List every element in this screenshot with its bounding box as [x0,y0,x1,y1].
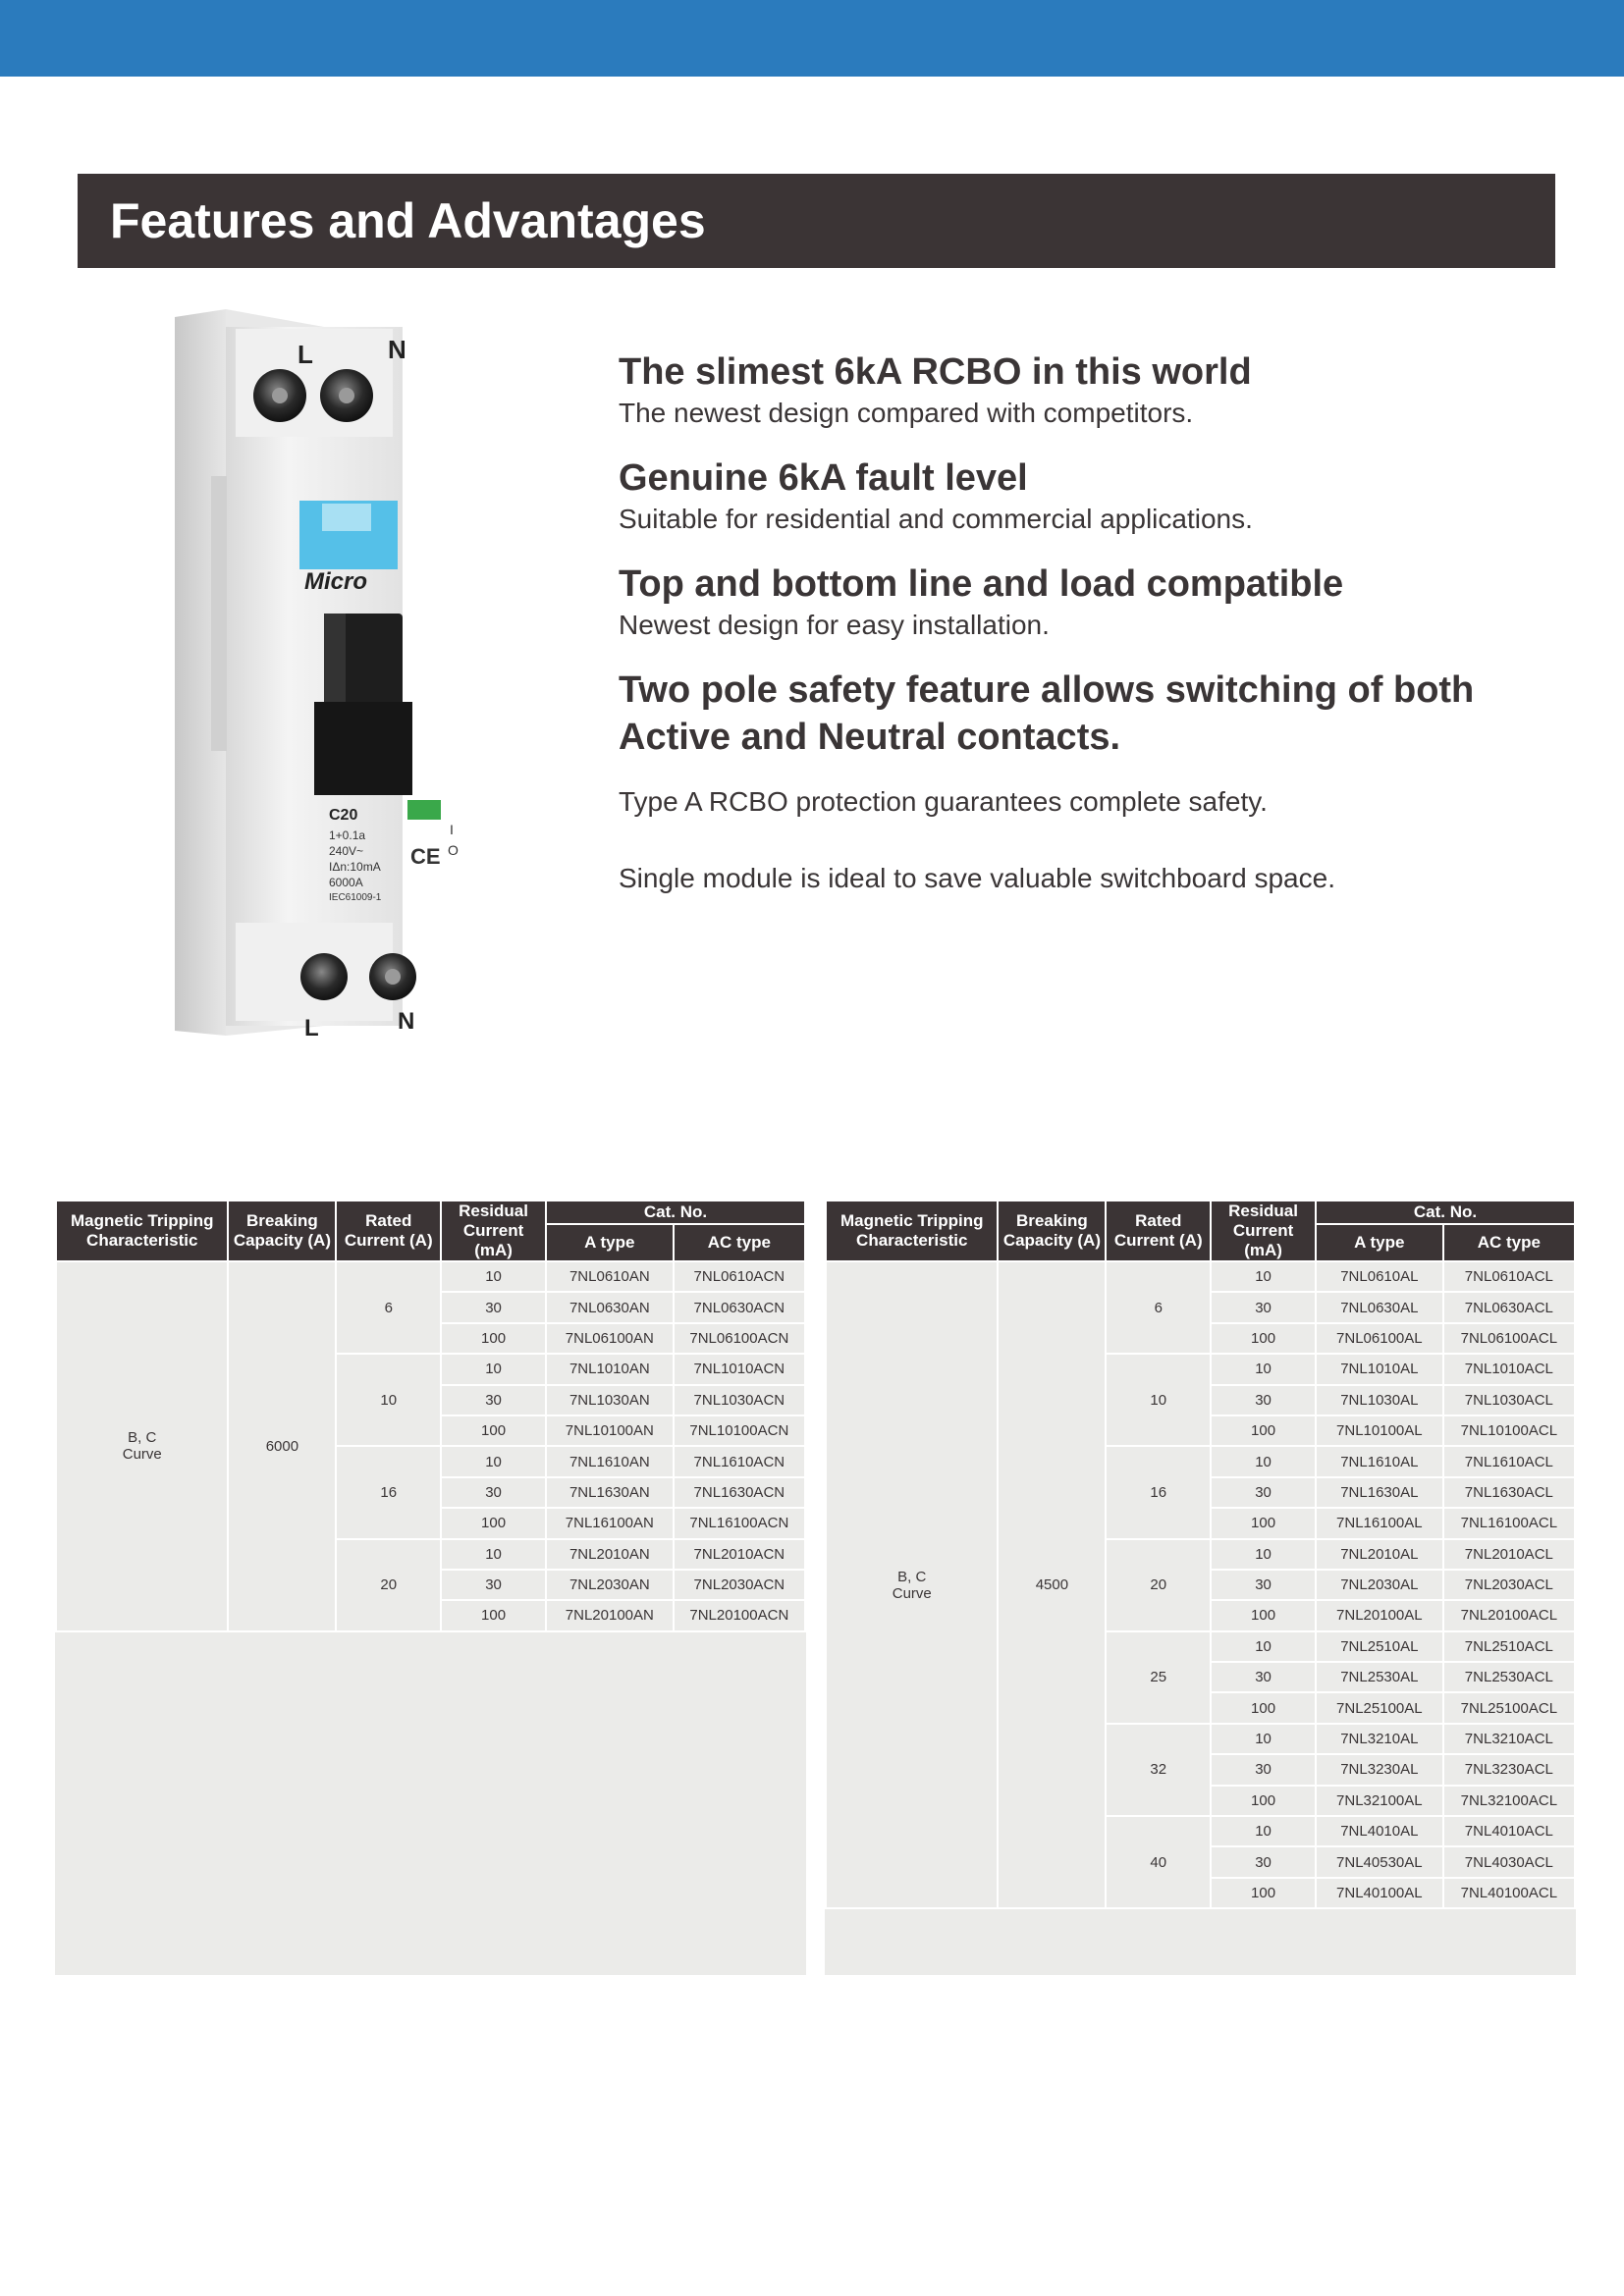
top-terminal-n: N [388,335,406,364]
cat-no-ac-type-cell: 7NL1630ACL [1443,1477,1575,1508]
feature-item [619,667,1522,761]
cat-no-ac-type-cell: 7NL10100ACN [674,1415,805,1446]
cat-no-a-type-cell: 7NL25100AL [1316,1692,1443,1723]
residual-current-cell: 30 [1211,1846,1316,1877]
residual-current-cell: 100 [1211,1323,1316,1354]
cat-no-a-type-cell: 7NL3230AL [1316,1754,1443,1785]
residual-current-cell: 30 [1211,1385,1316,1415]
header-ac-type: AC type [1443,1224,1575,1261]
cat-no-ac-type-cell: 7NL20100ACL [1443,1600,1575,1630]
header-magnetic-tripping: Magnetic Tripping Characteristic [826,1201,998,1261]
residual-current-cell: 100 [1211,1878,1316,1908]
residual-current-cell: 100 [1211,1415,1316,1446]
cat-no-a-type-cell: 7NL1010AL [1316,1354,1443,1384]
cat-no-ac-type-cell: 7NL4030ACL [1443,1846,1575,1877]
residual-current-cell: 30 [441,1570,546,1600]
top-color-band [0,0,1624,77]
header-residual-current: Residual Current (mA) [441,1201,546,1261]
residual-current-cell: 30 [1211,1570,1316,1600]
cat-no-ac-type-cell: 7NL20100ACN [674,1600,805,1630]
feature-heading: Top and bottom line and load compatible [619,563,1344,605]
header-cat-no: Cat. No. [1316,1201,1575,1224]
cat-no-a-type-cell: 7NL40530AL [1316,1846,1443,1877]
cat-no-ac-type-cell: 7NL0630ACN [674,1292,805,1322]
page-title: Features and Advantages [110,193,706,248]
rated-current-cell: 32 [1106,1724,1211,1816]
residual-current-cell: 10 [441,1446,546,1476]
rated-current-cell: 10 [1106,1354,1211,1446]
cat-no-a-type-cell: 7NL16100AN [546,1508,674,1538]
cat-no-a-type-cell: 7NL3210AL [1316,1724,1443,1754]
cat-no-a-type-cell: 7NL1030AL [1316,1385,1443,1415]
cat-no-a-type-cell: 7NL2010AN [546,1539,674,1570]
svg-text:CE: CE [410,844,441,869]
cat-no-a-type-cell: 7NL20100AN [546,1600,674,1630]
cat-no-ac-type-cell: 7NL40100ACL [1443,1878,1575,1908]
table-row [826,1261,1575,1292]
residual-current-cell: 100 [1211,1600,1316,1630]
cat-no-a-type-cell: 7NL2010AL [1316,1539,1443,1570]
cat-no-a-type-cell: 7NL0630AL [1316,1292,1443,1322]
residual-current-cell: 10 [1211,1816,1316,1846]
header-residual-current: Residual Current (mA) [1211,1201,1316,1261]
header-breaking-capacity: Breaking Capacity (A) [998,1201,1106,1261]
catalogue-table [825,1200,1576,1909]
rcbo-product-image [157,309,481,1050]
cat-no-ac-type-cell: 7NL2030ACL [1443,1570,1575,1600]
residual-current-cell: 30 [441,1292,546,1322]
rated-current-cell: 20 [336,1539,441,1631]
bottom-terminal-l: L [304,1015,319,1041]
cat-no-ac-type-cell: 7NL1030ACL [1443,1385,1575,1415]
rated-current-cell: 16 [336,1446,441,1538]
top-terminal-l: L [298,340,313,369]
cat-no-ac-type-cell: 7NL06100ACN [674,1323,805,1354]
svg-text:1+0.1a: 1+0.1a [329,828,366,842]
table-row [56,1261,805,1292]
residual-current-cell: 30 [1211,1662,1316,1692]
cat-no-a-type-cell: 7NL1610AL [1316,1446,1443,1476]
residual-current-cell: 100 [1211,1692,1316,1723]
cat-no-a-type-cell: 7NL1610AN [546,1446,674,1476]
cat-no-ac-type-cell: 7NL0610ACL [1443,1261,1575,1292]
header-cat-no: Cat. No. [546,1201,805,1224]
feature-heading: Two pole safety feature allows switching of both Active and Neutral contacts. [619,669,1475,758]
cat-no-ac-type-cell: 7NL2510ACL [1443,1631,1575,1662]
residual-current-cell: 100 [441,1600,546,1630]
rated-current-cell: 16 [1106,1446,1211,1538]
header-a-type: A type [546,1224,674,1261]
residual-current-cell: 10 [441,1261,546,1292]
cat-no-ac-type-cell: 7NL16100ACL [1443,1508,1575,1538]
cat-no-ac-type-cell: 7NL10100ACL [1443,1415,1575,1446]
rated-current-cell: 40 [1106,1816,1211,1908]
residual-current-cell: 10 [1211,1539,1316,1570]
cat-no-ac-type-cell: 7NL16100ACN [674,1508,805,1538]
rated-current-cell: 6 [336,1261,441,1354]
header-rated-current: Rated Current (A) [1106,1201,1211,1261]
header-breaking-capacity: Breaking Capacity (A) [228,1201,336,1261]
residual-current-cell: 30 [1211,1292,1316,1322]
cat-no-a-type-cell: 7NL1630AN [546,1477,674,1508]
cat-no-ac-type-cell: 7NL1010ACN [674,1354,805,1384]
residual-current-cell: 30 [441,1385,546,1415]
cat-no-ac-type-cell: 7NL1030ACN [674,1385,805,1415]
cat-no-ac-type-cell: 7NL4010ACL [1443,1816,1575,1846]
cat-no-a-type-cell: 7NL0610AN [546,1261,674,1292]
breaking-capacity-cell: 6000 [228,1261,336,1631]
cat-no-a-type-cell: 7NL0610AL [1316,1261,1443,1292]
characteristic-cell: B, C Curve [56,1261,228,1631]
cat-no-a-type-cell: 7NL06100AL [1316,1323,1443,1354]
rating-label: C20 [329,807,358,824]
feature-text: The newest design compared with competitors. [619,398,1194,428]
characteristic-cell: B, C Curve [826,1261,998,1908]
residual-current-cell: 10 [441,1354,546,1384]
cat-no-a-type-cell: 7NL32100AL [1316,1786,1443,1816]
residual-current-cell: 30 [1211,1754,1316,1785]
feature-text: Suitable for residential and commercial applications. [619,504,1253,534]
cat-no-a-type-cell: 7NL1010AN [546,1354,674,1384]
residual-current-cell: 10 [1211,1354,1316,1384]
cat-no-ac-type-cell: 7NL3230ACL [1443,1754,1575,1785]
catalogue-table [55,1200,806,1632]
breaking-capacity-cell: 4500 [998,1261,1106,1908]
cat-no-ac-type-cell: 7NL2010ACL [1443,1539,1575,1570]
header-magnetic-tripping: Magnetic Tripping Characteristic [56,1201,228,1261]
residual-current-cell: 10 [1211,1631,1316,1662]
cat-no-a-type-cell: 7NL16100AL [1316,1508,1443,1538]
cat-no-ac-type-cell: 7NL25100ACL [1443,1692,1575,1723]
header-rated-current: Rated Current (A) [336,1201,441,1261]
cat-no-a-type-cell: 7NL2030AN [546,1570,674,1600]
cat-no-a-type-cell: 7NL2030AL [1316,1570,1443,1600]
features-list [619,348,1522,896]
residual-current-cell: 30 [1211,1477,1316,1508]
cat-no-ac-type-cell: 7NL1010ACL [1443,1354,1575,1384]
header-a-type: A type [1316,1224,1443,1261]
cat-no-ac-type-cell: 7NL3210ACL [1443,1724,1575,1754]
cat-no-ac-type-cell: 7NL32100ACL [1443,1786,1575,1816]
feature-heading: Genuine 6kA fault level [619,457,1028,499]
cat-no-a-type-cell: 7NL40100AL [1316,1878,1443,1908]
cat-no-ac-type-cell: 7NL1630ACN [674,1477,805,1508]
rated-current-cell: 20 [1106,1539,1211,1631]
rated-current-cell: 25 [1106,1631,1211,1724]
cat-no-ac-type-cell: 7NL06100ACL [1443,1323,1575,1354]
feature-heading: The slimest 6kA RCBO in this world [619,351,1252,393]
svg-text:IEC61009-1: IEC61009-1 [329,892,382,903]
residual-current-cell: 100 [1211,1786,1316,1816]
brand-label: Micro [303,568,368,595]
residual-current-cell: 10 [1211,1261,1316,1292]
residual-current-cell: 100 [441,1508,546,1538]
residual-current-cell: 10 [441,1539,546,1570]
residual-current-cell: 100 [441,1415,546,1446]
svg-text:6000A: 6000A [329,876,363,889]
feature-item [619,561,1522,643]
cat-no-a-type-cell: 7NL0630AN [546,1292,674,1322]
cat-no-a-type-cell: 7NL06100AN [546,1323,674,1354]
rated-current-cell: 10 [336,1354,441,1446]
cat-no-a-type-cell: 7NL20100AL [1316,1600,1443,1630]
cat-no-a-type-cell: 7NL10100AN [546,1415,674,1446]
svg-text:IΔn:10mA: IΔn:10mA [329,860,381,874]
cat-no-ac-type-cell: 7NL0630ACL [1443,1292,1575,1322]
cat-no-ac-type-cell: 7NL2010ACN [674,1539,805,1570]
cat-no-ac-type-cell: 7NL2030ACN [674,1570,805,1600]
cat-no-ac-type-cell: 7NL0610ACN [674,1261,805,1292]
cat-no-a-type-cell: 7NL4010AL [1316,1816,1443,1846]
residual-current-cell: 30 [441,1477,546,1508]
cat-no-a-type-cell: 7NL10100AL [1316,1415,1443,1446]
rated-current-cell: 6 [1106,1261,1211,1354]
feature-item [619,348,1522,431]
cat-no-ac-type-cell: 7NL1610ACL [1443,1446,1575,1476]
residual-current-cell: 10 [1211,1724,1316,1754]
feature-note: Single module is ideal to save valuable switchboard space. [619,863,1335,893]
feature-item [619,454,1522,537]
residual-current-cell: 100 [441,1323,546,1354]
svg-text:I: I [450,822,454,837]
cat-no-ac-type-cell: 7NL1610ACN [674,1446,805,1476]
cat-no-ac-type-cell: 7NL2530ACL [1443,1662,1575,1692]
svg-text:O: O [448,842,459,858]
feature-text: Newest design for easy installation. [619,610,1050,640]
cat-no-a-type-cell: 7NL2510AL [1316,1631,1443,1662]
rcbo-table-6000 [55,1200,806,1975]
cat-no-a-type-cell: 7NL1630AL [1316,1477,1443,1508]
section-title-bar [78,174,1555,268]
svg-text:240V~: 240V~ [329,844,364,858]
header-ac-type: AC type [674,1224,805,1261]
cat-no-a-type-cell: 7NL1030AN [546,1385,674,1415]
residual-current-cell: 100 [1211,1508,1316,1538]
cat-no-a-type-cell: 7NL2530AL [1316,1662,1443,1692]
rcbo-table-4500 [825,1200,1576,1975]
feature-note: Type A RCBO protection guarantees complete safety. [619,786,1268,817]
residual-current-cell: 10 [1211,1446,1316,1476]
bottom-terminal-n: N [398,1008,415,1035]
